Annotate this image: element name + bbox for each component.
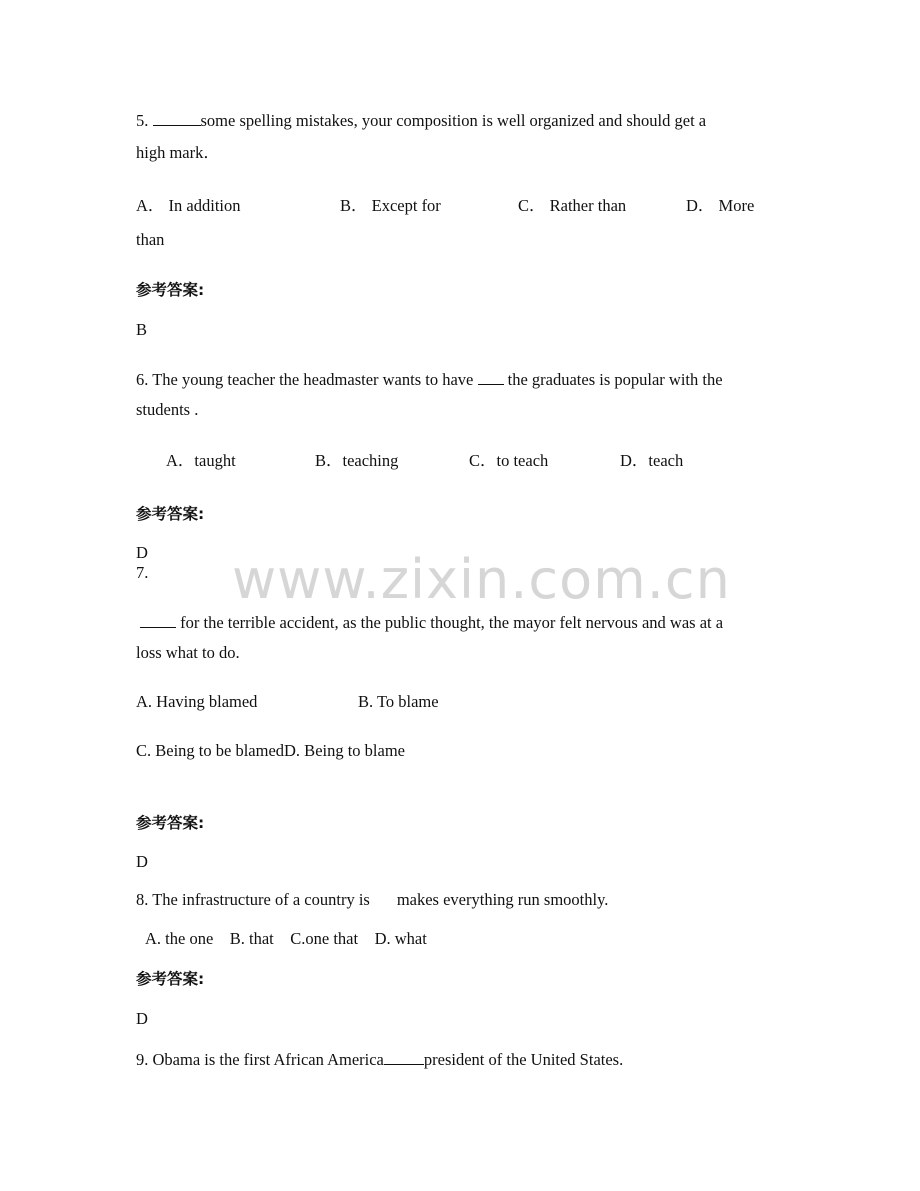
question-8-options: A. the one B. that C.one that D. what [145, 929, 427, 948]
question-5-option-b: B． Except for [340, 196, 441, 215]
question-5-option-d: D． More [686, 196, 755, 215]
question-7-answer: D [136, 852, 148, 871]
question-7-option-b: B. To blame [358, 692, 439, 711]
question-8-answer: D [136, 1009, 148, 1028]
question-6-answer: D [136, 543, 148, 562]
question-6-text-after: the graduates is popular with the [503, 370, 723, 389]
question-5-blank [153, 110, 201, 126]
question-6-option-c: C．to teach [469, 451, 549, 470]
answer-label-q8: 参考答案: [136, 970, 205, 988]
watermark: www.zixin.com.cn [232, 548, 731, 611]
question-7-number: 7. [136, 563, 149, 582]
question-7-option-a: A. Having blamed [136, 692, 258, 711]
question-6-text-before: 6. The young teacher the headmaster wants to have [136, 370, 478, 389]
question-5-line-1 [136, 110, 706, 131]
question-7-blank [140, 612, 176, 628]
question-6-option-b: B．teaching [315, 451, 399, 470]
question-9-text-after: president of the United States. [423, 1050, 624, 1069]
question-7-options-cd: C. Being to be blamedD. Being to blame [136, 741, 405, 760]
answer-label-q6: 参考答案: [136, 505, 205, 523]
question-5-option-d-wrap: than [136, 230, 165, 249]
question-8-line-1 [136, 890, 608, 910]
question-7-line-2: loss what to do. [136, 643, 240, 662]
answer-label-q5: 参考答案: [136, 281, 205, 299]
question-9-text-before: 9. Obama is the first African America [136, 1050, 384, 1069]
question-9-blank [384, 1049, 424, 1065]
answer-label-q7: 参考答案: [136, 814, 205, 832]
question-5-option-c: C． Rather than [518, 196, 627, 215]
question-8-text-before: 8. The infrastructure of a country is [136, 890, 370, 909]
question-6-option-a: A．taught [166, 451, 236, 470]
question-8-text-after: makes everything run smoothly. [396, 890, 609, 909]
question-5-text: some spelling mistakes, your composition is well organized and should get a [200, 111, 707, 130]
question-6-option-d: D．teach [620, 451, 684, 470]
question-5-number: 5. [136, 111, 153, 130]
question-5-answer: B [136, 320, 148, 339]
question-5-line-2: high mark． [136, 143, 220, 162]
question-9-line-1 [136, 1049, 623, 1070]
question-6-line-1 [136, 369, 723, 390]
question-7-text: for the terrible accident, as the public thought, the mayor felt nervous and was at a [176, 613, 724, 632]
question-6-blank [478, 369, 504, 385]
question-6-line-2: students . [136, 400, 199, 419]
question-5-option-a: A． In addition [136, 196, 241, 215]
question-7-line-1 [136, 612, 723, 633]
